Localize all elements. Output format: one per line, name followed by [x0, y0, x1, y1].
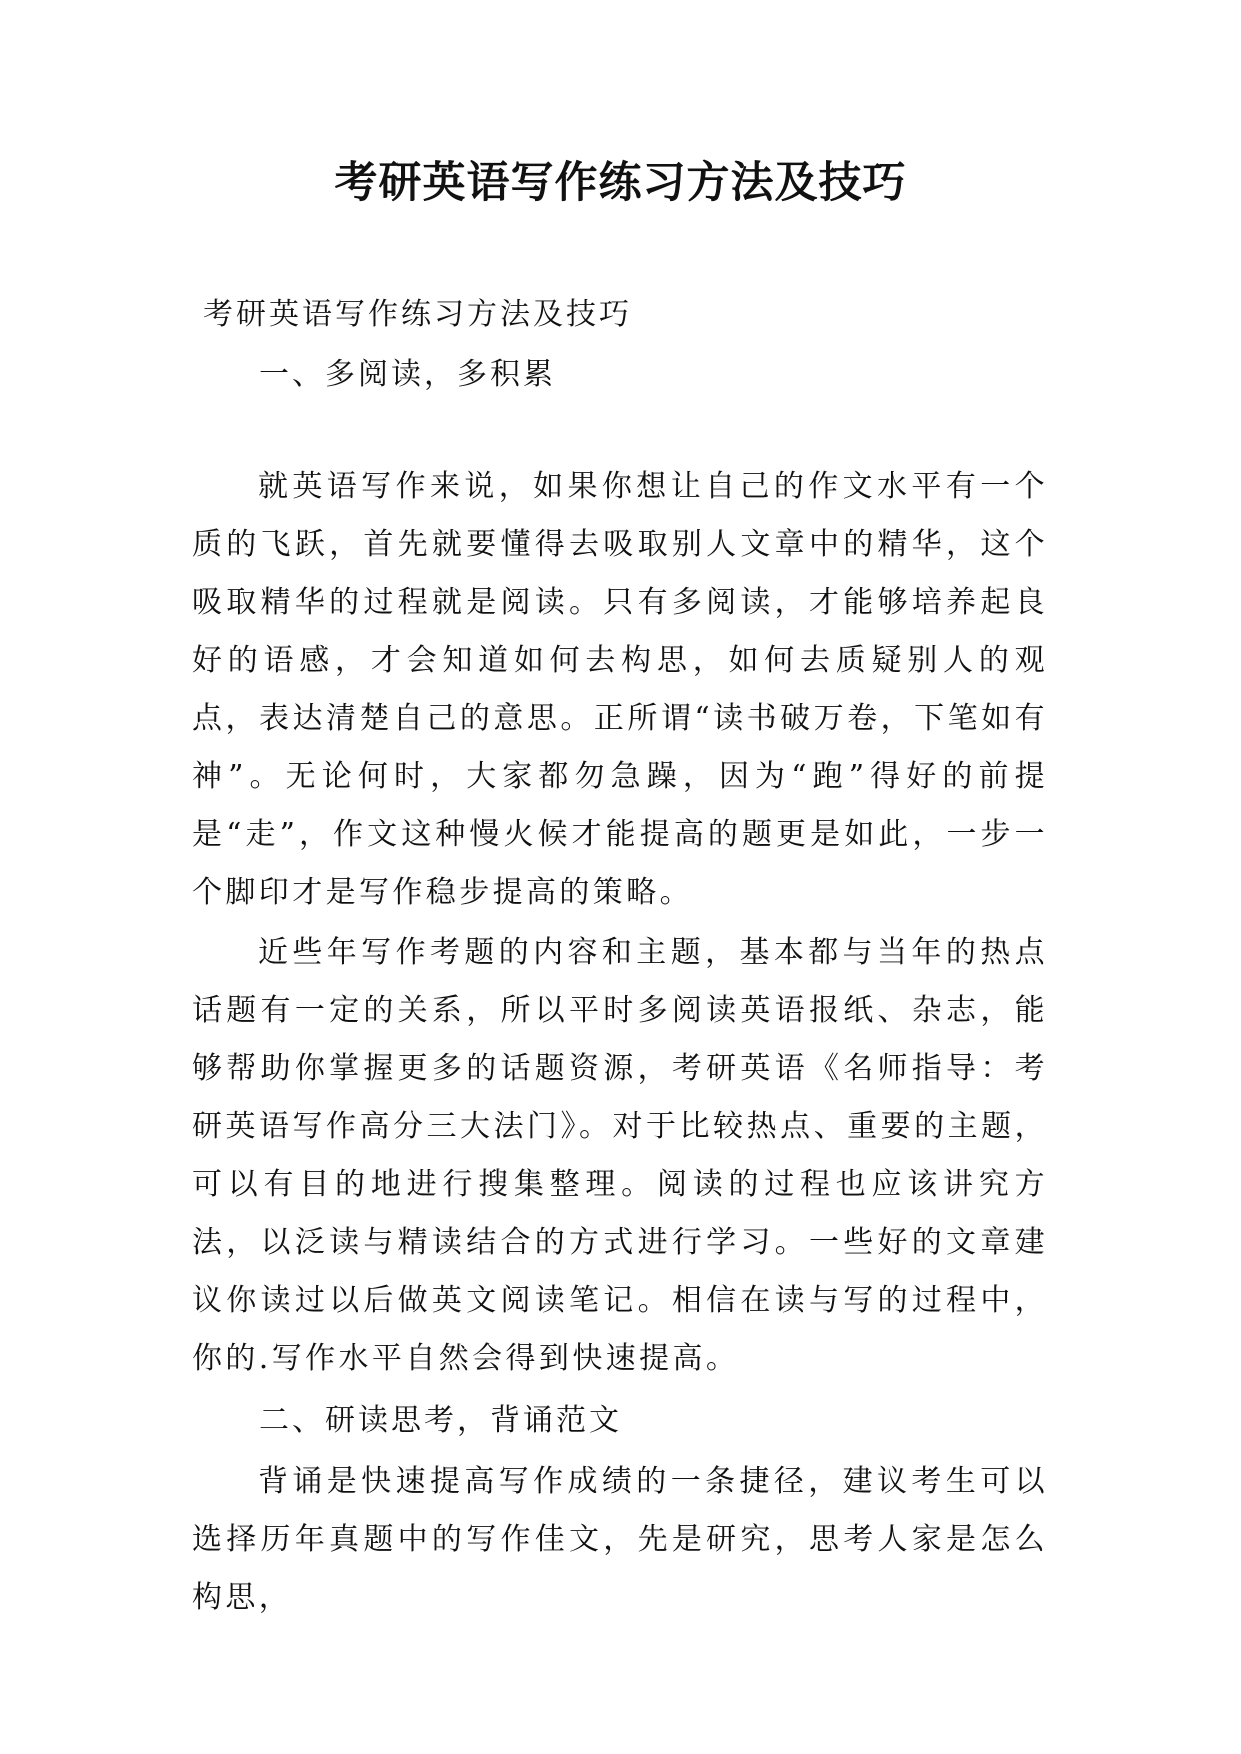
- document-subtitle: 考研英语写作练习方法及技巧: [203, 297, 632, 332]
- document-title: 考研英语写作练习方法及技巧: [334, 158, 907, 208]
- paragraph-3: 背诵是快速提高写作成绩的一条捷径，建议考生可以选择历年真题中的写作佳文，先是研究，思考人家是怎么构思，: [192, 1464, 1048, 1615]
- section-heading-1: 一、多阅读，多积累: [259, 357, 556, 392]
- paragraph-1: 就英语写作来说，如果你想让自己的作文水平有一个质的飞跃，首先就要懂得去吸取别人文章中的精华，这个吸取精华的过程就是阅读。只有多阅读，才能够培养起良好的语感，才会知道如何去构思，如何去质疑别人的观点，表达清楚自己的意思。正所谓“读书破万卷，下笔如有神”。无论何时，大家都勿急躁，因为“跑”得好的前提是“走”，作文这种慢火候才能提高的题更是如此，一步一个脚印才是写作稳步提高的策略。: [192, 469, 1048, 910]
- section-heading-2: 二、研读思考，背诵范文: [259, 1403, 622, 1438]
- paragraph-2: 近些年写作考题的内容和主题，基本都与当年的热点话题有一定的关系，所以平时多阅读英语报纸、杂志，能够帮助你掌握更多的话题资源，考研英语《名师指导：考研英语写作高分三大法门》。对于比较热点、重要的主题，可以有目的地进行搜集整理。阅读的过程也应该讲究方法，以泛读与精读结合的方式进行学习。一些好的文章建议你读过以后做英文阅读笔记。相信在读与写的过程中，你的.写作水平自然会得到快速提高。: [192, 935, 1048, 1376]
